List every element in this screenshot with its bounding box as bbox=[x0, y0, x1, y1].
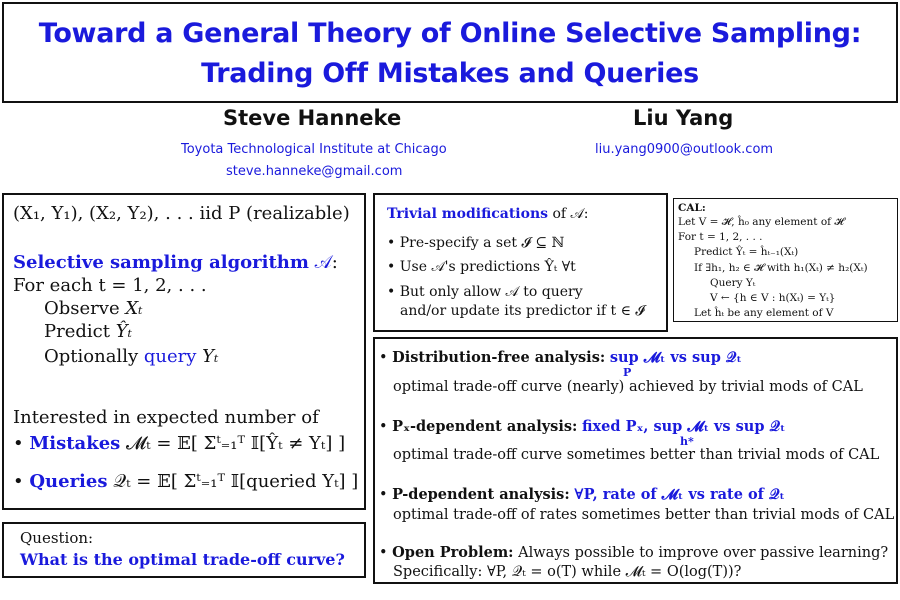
predict-line bbox=[44, 321, 132, 342]
analysis-item-2-sub: h* bbox=[680, 435, 694, 448]
cal-line-4: If ∃h₁, h₂ ∈ 𝓗 with h₁(Xₜ) ≠ h₂(Xₜ) bbox=[694, 262, 868, 274]
analysis-item-3-label: P-dependent analysis: bbox=[392, 486, 570, 503]
setting-line: (X₁, Y₁), (X₂, Y₂), . . . iid P (realizable) bbox=[13, 203, 350, 224]
analysis-item-1-sub: P bbox=[623, 366, 632, 379]
analysis-item-4-desc: Specifically: ∀P, 𝒬ₜ = o(T) while 𝓜ₜ = O(log(T))? bbox=[393, 564, 742, 580]
for-each-line: For each t = 1, 2, . . . bbox=[13, 275, 207, 296]
question-label: Question: bbox=[20, 529, 94, 547]
trivial-item-1: • Pre-specify a set 𝓘 ⊆ ℕ bbox=[387, 235, 565, 251]
trivial-item-3-text: But only allow 𝒜 to query bbox=[399, 284, 583, 300]
algorithm-heading: Selective sampling algorithm 𝒜: bbox=[13, 252, 338, 273]
author-email-1[interactable]: steve.hanneke@gmail.com bbox=[226, 164, 403, 179]
observe-line bbox=[44, 298, 143, 319]
predict-word: Predict bbox=[44, 321, 110, 342]
analysis-item-2-desc: optimal trade-off curve sometimes better than trivial mods of CAL bbox=[393, 447, 880, 463]
trivial-item-2-text: Use 𝒜's predictions Ŷₜ ∀t bbox=[399, 259, 576, 275]
analysis-item-3: • P-dependent analysis: ∀P, rate of 𝓜ₜ vs rate of 𝒬ₜ bbox=[379, 486, 785, 503]
analysis-item-4: • Open Problem: Always possible to improve over passive learning? bbox=[379, 544, 889, 561]
analysis-item-3-desc: optimal trade-off of rates sometimes better than trivial mods of CAL bbox=[393, 507, 895, 523]
analysis-item-1-desc: optimal trade-off curve (nearly) achieved by trivial mods of CAL bbox=[393, 379, 863, 395]
observe-word: Observe bbox=[44, 298, 120, 319]
optionally-word: Optionally bbox=[44, 346, 139, 367]
analysis-item-1-label: Distribution-free analysis: bbox=[392, 349, 606, 366]
analysis-item-4-expr: Always possible to improve over passive learning? bbox=[518, 545, 889, 561]
observe-var: Xₜ bbox=[125, 298, 143, 319]
queries-formula: 𝒬ₜ = 𝔼[ Σᵗ₌₁ᵀ 𝕀[queried Yₜ] ] bbox=[113, 471, 359, 492]
analysis-item-4-label: Open Problem: bbox=[392, 544, 514, 561]
question-panel bbox=[2, 522, 366, 578]
trivial-item-1-text: Pre-specify a set 𝓘 ⊆ ℕ bbox=[399, 235, 565, 251]
cal-heading: CAL: bbox=[678, 202, 706, 214]
question-text: What is the optimal trade-off curve? bbox=[20, 550, 345, 569]
setting-panel bbox=[2, 193, 366, 510]
cal-algorithm-panel bbox=[673, 198, 898, 322]
cal-line-3: Predict Ŷₜ = ĥₜ₋₁(Xₜ) bbox=[694, 246, 799, 258]
algorithm-heading-text: Selective sampling algorithm bbox=[13, 252, 309, 273]
analysis-panel bbox=[373, 337, 898, 584]
author-affiliation-1: Toyota Technological Institute at Chicago bbox=[181, 142, 447, 157]
author-email-2[interactable]: liu.yang0900@outlook.com bbox=[595, 142, 774, 157]
optionally-line bbox=[44, 346, 218, 367]
predict-var: Ŷₜ bbox=[115, 321, 133, 342]
analysis-item-2-label: Pₓ-dependent analysis: bbox=[392, 418, 578, 435]
title-box bbox=[2, 2, 898, 103]
cal-line-2: For t = 1, 2, . . . bbox=[678, 231, 763, 243]
mistakes-formula: 𝓜ₜ = 𝔼[ Σᵗ₌₁ᵀ 𝕀[Ŷₜ ≠ Yₜ] ] bbox=[126, 433, 346, 454]
author-name-1: Steve Hanneke bbox=[223, 106, 402, 130]
trivial-item-3-continued: and/or update its predictor if t ∈ 𝓘 bbox=[400, 303, 645, 319]
analysis-item-3-expr: ∀P, rate of 𝓜ₜ vs rate of 𝒬ₜ bbox=[574, 486, 785, 503]
queries-line: • Queries 𝒬ₜ = 𝔼[ Σᵗ₌₁ᵀ 𝕀[queried Yₜ] ] bbox=[13, 471, 359, 492]
analysis-item-2: • Pₓ-dependent analysis: fixed Pₓ, sup 𝓜ₜ vs sup 𝒬ₜ bbox=[379, 418, 786, 435]
mistakes-label: Mistakes bbox=[29, 433, 121, 454]
query-word: query bbox=[143, 346, 197, 367]
title-line-1: Toward a General Theory of Online Selective Sampling: bbox=[38, 18, 862, 49]
trivial-heading-text: Trivial modifications bbox=[387, 206, 549, 222]
mistakes-line: • Mistakes 𝓜ₜ = 𝔼[ Σᵗ₌₁ᵀ 𝕀[Ŷₜ ≠ Yₜ] ] bbox=[13, 433, 346, 454]
query-var: Yₜ bbox=[202, 346, 219, 367]
cal-line-1: Let V = 𝓗, ĥ₀ any element of 𝓗 bbox=[678, 216, 844, 228]
analysis-item-2-expr: fixed Pₓ, sup 𝓜ₜ vs sup 𝒬ₜ bbox=[581, 418, 786, 435]
title-line-2: Trading Off Mistakes and Queries bbox=[201, 58, 699, 89]
author-name-2: Liu Yang bbox=[633, 106, 734, 130]
analysis-item-1: • Distribution-free analysis: sup 𝓜ₜ vs sup 𝒬ₜ bbox=[379, 349, 742, 366]
cal-line-7: Let ĥₜ be any element of V bbox=[694, 307, 834, 319]
trivial-modifications-panel bbox=[373, 193, 668, 332]
interested-line: Interested in expected number of bbox=[13, 407, 319, 428]
analysis-item-1-expr: sup 𝓜ₜ vs sup 𝒬ₜ bbox=[609, 349, 742, 366]
trivial-heading-tail: of 𝒜: bbox=[552, 206, 589, 222]
cal-line-5: Query Yₜ bbox=[710, 277, 756, 289]
queries-label: Queries bbox=[29, 471, 108, 492]
cal-line-6: V ← {h ∈ V : h(Xₜ) = Yₜ} bbox=[710, 292, 836, 304]
trivial-item-2: • Use 𝒜's predictions Ŷₜ ∀t bbox=[387, 259, 576, 275]
trivial-item-3: • But only allow 𝒜 to query bbox=[387, 284, 583, 300]
trivial-heading bbox=[387, 206, 589, 222]
algorithm-symbol: 𝒜 bbox=[314, 252, 332, 273]
